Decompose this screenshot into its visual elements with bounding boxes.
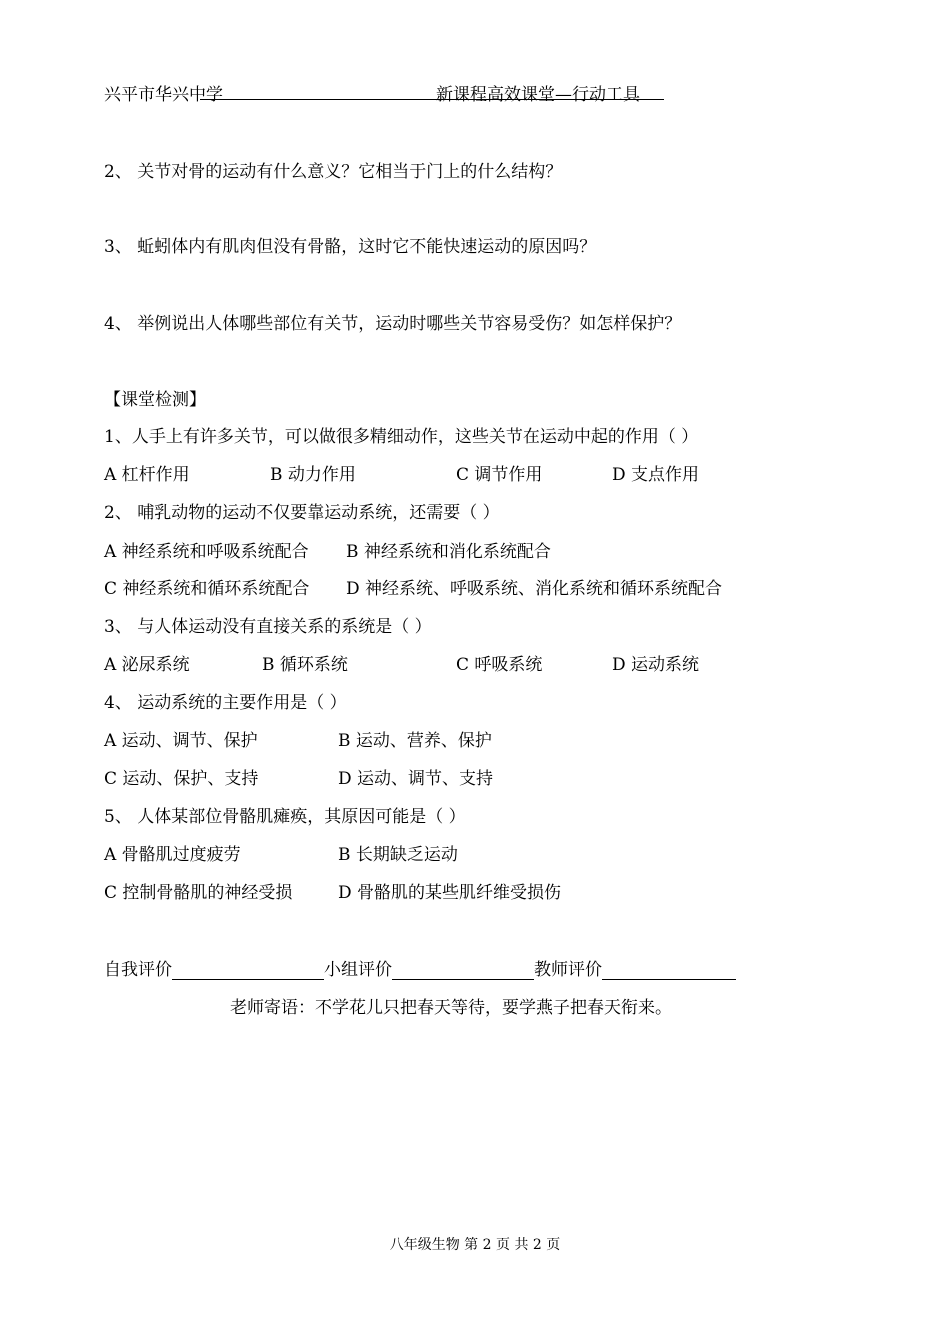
quiz-2-option-c: C 神经系统和循环系统配合 (104, 579, 310, 599)
quiz-5-option-c: C 控制骨骼肌的神经受损 (104, 883, 293, 903)
quiz-1-option-d: D 支点作用 (612, 465, 700, 485)
quiz-3-option-a: A 泌尿系统 (104, 655, 190, 675)
open-question-3: 3、 蚯蚓体内有肌肉但没有骨骼，这时它不能快速运动的原因吗？ (104, 237, 597, 257)
quiz-3-option-c: C 呼吸系统 (456, 655, 543, 675)
header-school: 兴平市华兴中学 (104, 85, 223, 105)
quiz-question-4: 4、 运动系统的主要作用是（ ） (104, 693, 347, 713)
quiz-4-option-a: A 运动、调节、保护 (104, 731, 258, 751)
quiz-question-5: 5、 人体某部位骨骼肌瘫痪，其原因可能是（ ） (104, 807, 466, 827)
quiz-5-option-a: A 骨骼肌过度疲劳 (104, 845, 241, 865)
teacher-evaluation-label: 教师评价 (534, 960, 602, 980)
quiz-2-option-a: A 神经系统和呼吸系统配合 (104, 542, 309, 562)
quiz-5-option-b: B 长期缺乏运动 (338, 845, 458, 865)
open-question-4: 4、 举例说出人体哪些部位有关节，运动时哪些关节容易受伤？如怎样保护？ (104, 314, 682, 334)
quiz-2-option-d: D 神经系统、呼吸系统、消化系统和循环系统配合 (346, 579, 723, 599)
quiz-5-option-d: D 骨骼肌的某些肌纤维受损伤 (338, 883, 562, 903)
section-title: 【课堂检测】 (104, 390, 206, 410)
self-evaluation-label: 自我评价 (104, 960, 172, 980)
self-evaluation-blank[interactable] (172, 959, 324, 980)
header-tagline: 新课程高效课堂—行动工具 (436, 85, 640, 105)
quiz-1-option-c: C 调节作用 (456, 465, 543, 485)
teacher-message: 老师寄语：不学花儿只把春天等待，要学燕子把春天衔来。 (230, 998, 672, 1018)
quiz-4-option-d: D 运动、调节、支持 (338, 769, 494, 789)
quiz-3-option-d: D 运动系统 (612, 655, 700, 675)
quiz-3-option-b: B 循环系统 (262, 655, 348, 675)
quiz-question-1: 1、人手上有许多关节，可以做很多精细动作，这些关节在运动中起的作用（ ） (104, 427, 699, 447)
quiz-4-option-c: C 运动、保护、支持 (104, 769, 259, 789)
evaluation-row (104, 955, 736, 980)
quiz-1-option-a: A 杠杆作用 (104, 465, 190, 485)
quiz-2-option-b: B 神经系统和消化系统配合 (346, 542, 551, 562)
group-evaluation-blank[interactable] (392, 959, 534, 980)
teacher-evaluation-blank[interactable] (602, 959, 736, 980)
quiz-question-2: 2、 哺乳动物的运动不仅要靠运动系统，还需要（ ） (104, 503, 500, 523)
group-evaluation-label: 小组评价 (324, 960, 392, 980)
quiz-4-option-b: B 运动、营养、保护 (338, 731, 492, 751)
quiz-question-3: 3、 与人体运动没有直接关系的系统是（ ） (104, 617, 432, 637)
open-question-2: 2、 关节对骨的运动有什么意义？它相当于门上的什么结构？ (104, 162, 563, 182)
quiz-1-option-b: B 动力作用 (270, 465, 356, 485)
page-footer: 八年级生物 第 2 页 共 2 页 (389, 1237, 561, 1253)
